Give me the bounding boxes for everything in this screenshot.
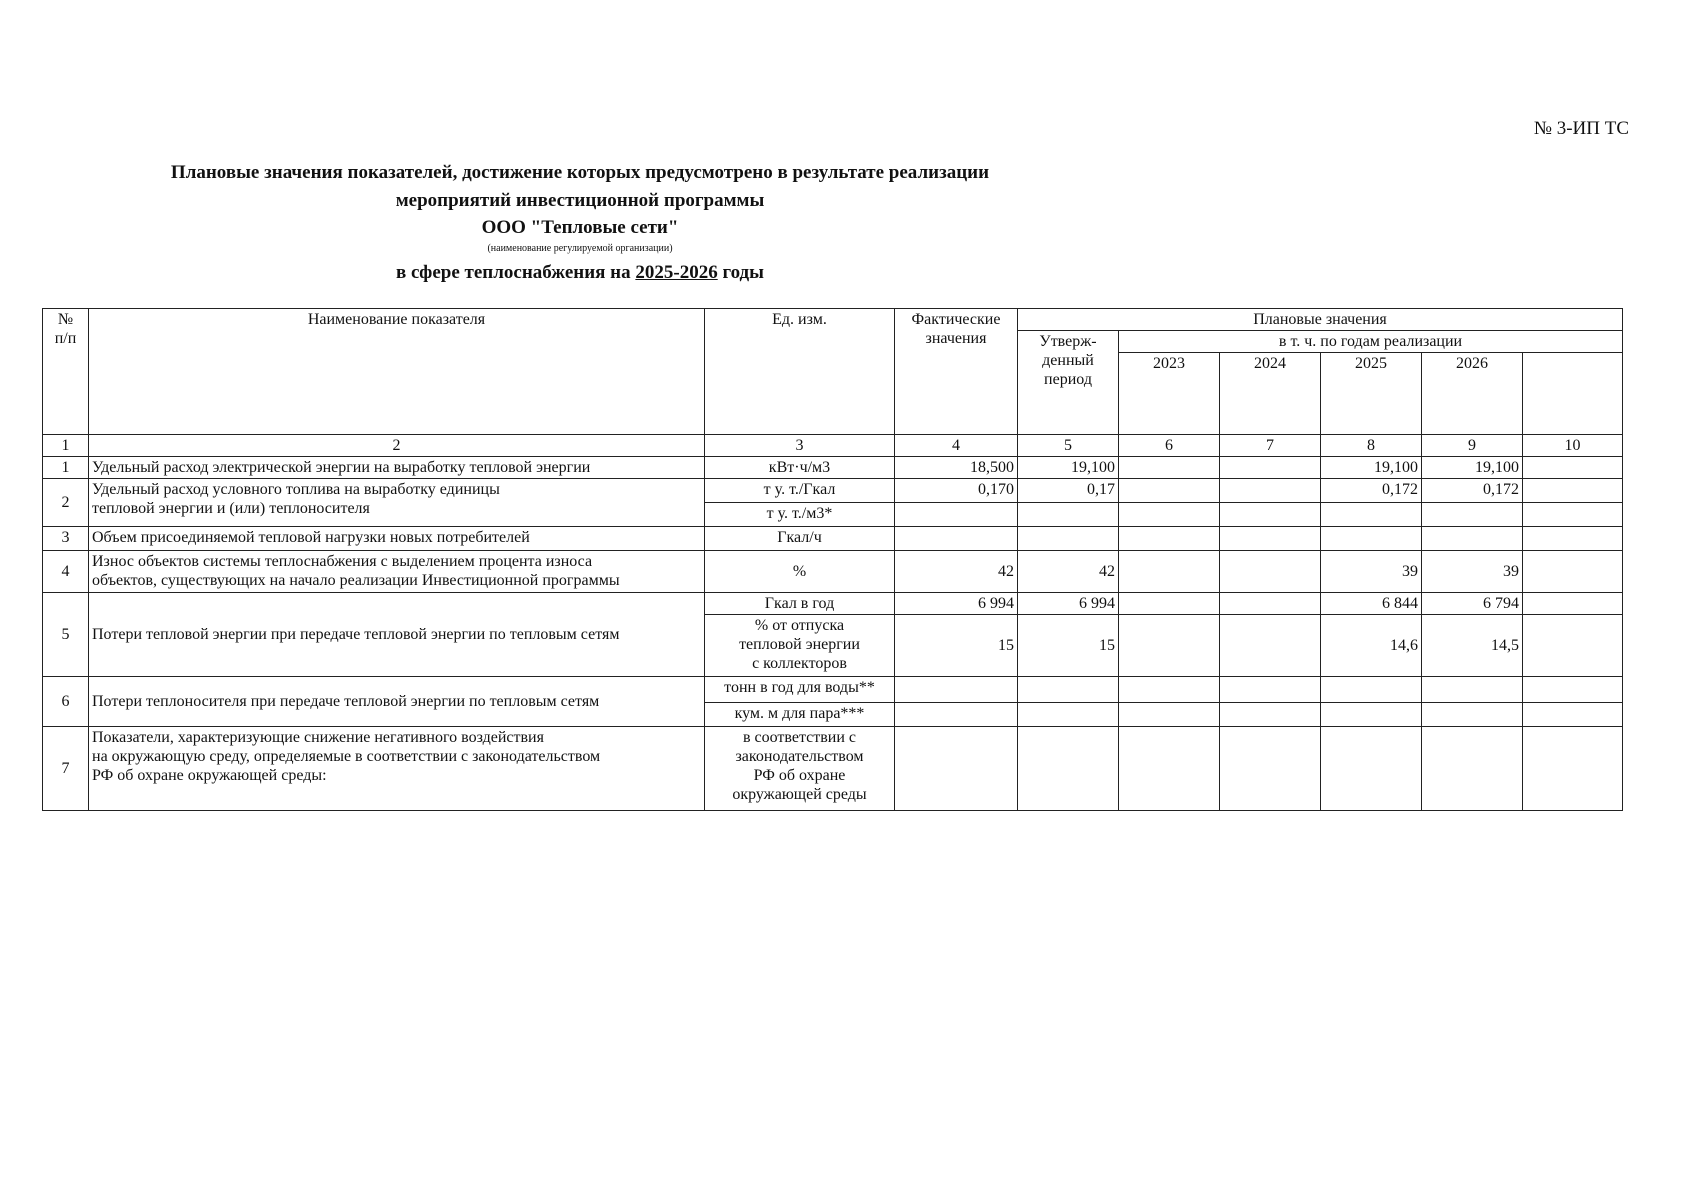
title-line-1: Плановые значения показателей, достижение которых предусмотрено в результате реализации	[170, 162, 990, 183]
indicators-table	[42, 308, 1623, 811]
empty-cell	[1321, 527, 1422, 551]
empty-cell	[1220, 677, 1321, 703]
header-year-2023: 2023	[1119, 353, 1220, 435]
row-name: Износ объектов системы теплоснабжения с выделением процента износа объектов, существующих на начало реализации Инвестиционной программы	[89, 551, 705, 593]
row-num: 4	[43, 551, 89, 593]
row-unit: кВт·ч/м3	[705, 457, 895, 479]
title-period: 2025-2026	[635, 262, 718, 283]
row-y2025: 19,100	[1321, 457, 1422, 479]
header-year-extra	[1523, 353, 1623, 435]
row-unit-b: кум. м для пара***	[705, 703, 895, 727]
empty-cell	[1321, 727, 1422, 811]
row-unit-a: т у. т./Гкал	[705, 479, 895, 503]
row-y2026-b: 14,5	[1422, 615, 1523, 677]
col-number: 3	[705, 435, 895, 457]
row-num: 6	[43, 677, 89, 727]
row-actual-b: 15	[895, 615, 1018, 677]
title-prefix: в сфере теплоснабжения на	[395, 262, 631, 283]
row-actual-a: 6 994	[895, 593, 1018, 615]
empty-cell	[1422, 503, 1523, 527]
empty-cell	[1220, 593, 1321, 615]
row-y2024	[1220, 457, 1321, 479]
row-y2023	[1119, 457, 1220, 479]
empty-cell	[1422, 527, 1523, 551]
row-num: 3	[43, 527, 89, 551]
row-name: Удельный расход электрической энергии на выработку тепловой энергии	[89, 457, 705, 479]
header-planned: Плановые значения	[1018, 309, 1623, 331]
empty-cell	[1220, 527, 1321, 551]
row-y2026: 39	[1422, 551, 1523, 593]
table-row	[43, 727, 1623, 811]
row-name: Удельный расход условного топлива на выработку единицы тепловой энергии и (или) теплоносителя	[89, 479, 705, 527]
empty-cell	[1523, 727, 1623, 811]
empty-cell	[1220, 615, 1321, 677]
row-unit: Гкал/ч	[705, 527, 895, 551]
table-row	[43, 677, 1623, 703]
row-approved: 0,17	[1018, 479, 1119, 503]
col-number: 7	[1220, 435, 1321, 457]
col-number: 4	[895, 435, 1018, 457]
row-y2023	[1119, 479, 1220, 503]
header-year-2025: 2025	[1321, 353, 1422, 435]
empty-cell	[1018, 703, 1119, 727]
col-number: 10	[1523, 435, 1623, 457]
empty-cell	[1321, 677, 1422, 703]
header-year-2026: 2026	[1422, 353, 1523, 435]
empty-cell	[1321, 703, 1422, 727]
empty-cell	[1119, 615, 1220, 677]
row-num: 2	[43, 479, 89, 527]
header-num: № п/п	[43, 309, 89, 435]
row-unit-a: Гкал в год	[705, 593, 895, 615]
empty-cell	[1321, 503, 1422, 527]
empty-cell	[1523, 677, 1623, 703]
header-actual: Фактические значения	[895, 309, 1018, 435]
empty-cell	[1119, 703, 1220, 727]
row-y2026-a: 6 794	[1422, 593, 1523, 615]
empty-cell	[895, 727, 1018, 811]
empty-cell	[895, 677, 1018, 703]
row-unit-b: т у. т./м3*	[705, 503, 895, 527]
row-name: Объем присоединяемой тепловой нагрузки новых потребителей	[89, 527, 705, 551]
empty-cell	[1220, 503, 1321, 527]
empty-cell	[1119, 503, 1220, 527]
empty-cell	[1523, 551, 1623, 593]
empty-cell	[1220, 551, 1321, 593]
empty-cell	[1422, 677, 1523, 703]
title-suffix: годы	[722, 262, 765, 283]
empty-cell	[1523, 703, 1623, 727]
organization-name: ООО "Тепловые сети"	[481, 217, 679, 238]
row-name: Потери теплоносителя при передаче тепловой энергии по тепловым сетям	[89, 677, 705, 727]
empty-cell	[895, 503, 1018, 527]
header-year-2024: 2024	[1220, 353, 1321, 435]
row-name: Потери тепловой энергии при передаче тепловой энергии по тепловым сетям	[89, 593, 705, 677]
row-y2026: 0,172	[1422, 479, 1523, 503]
col-number: 8	[1321, 435, 1422, 457]
row-y2025: 0,172	[1321, 479, 1422, 503]
col-number: 6	[1119, 435, 1220, 457]
col-number: 5	[1018, 435, 1119, 457]
row-unit: %	[705, 551, 895, 593]
row-unit-a: тонн в год для воды**	[705, 677, 895, 703]
row-y2025: 39	[1321, 551, 1422, 593]
col-number: 9	[1422, 435, 1523, 457]
row-num: 1	[43, 457, 89, 479]
form-number: № 3-ИП ТС	[1533, 118, 1629, 139]
row-num: 7	[43, 727, 89, 811]
title-line-4	[0, 262, 1160, 284]
empty-cell	[1422, 703, 1523, 727]
row-y2026: 19,100	[1422, 457, 1523, 479]
empty-cell	[1119, 727, 1220, 811]
row-actual: 18,500	[895, 457, 1018, 479]
empty-cell	[1220, 727, 1321, 811]
empty-cell	[1523, 615, 1623, 677]
row-approved-a: 6 994	[1018, 593, 1119, 615]
empty-cell	[1119, 527, 1220, 551]
row-unit-b: % от отпуска тепловой энергии с коллекторов	[705, 615, 895, 677]
row-approved: 19,100	[1018, 457, 1119, 479]
row-approved: 42	[1018, 551, 1119, 593]
empty-cell	[1018, 503, 1119, 527]
row-approved-b: 15	[1018, 615, 1119, 677]
empty-cell	[895, 527, 1018, 551]
row-y2024	[1220, 479, 1321, 503]
empty-cell	[1018, 727, 1119, 811]
empty-cell	[1422, 727, 1523, 811]
empty-cell	[1018, 527, 1119, 551]
row-unit: в соответствии с законодательством РФ об охране окружающей среды	[705, 727, 895, 811]
row-actual: 0,170	[895, 479, 1018, 503]
empty-cell	[1220, 703, 1321, 727]
empty-cell	[1523, 503, 1623, 527]
table-row	[43, 457, 1623, 479]
organization-note: (наименование регулируемой организации)	[487, 243, 673, 254]
header-by-years: в т. ч. по годам реализации	[1119, 331, 1623, 353]
row-num: 5	[43, 593, 89, 677]
row-y2025-b: 14,6	[1321, 615, 1422, 677]
header-approved: Утверж- денный период	[1018, 331, 1119, 435]
empty-cell	[1119, 677, 1220, 703]
col-number: 2	[89, 435, 705, 457]
row-extra	[1523, 457, 1623, 479]
empty-cell	[895, 703, 1018, 727]
empty-cell	[1119, 551, 1220, 593]
header-name: Наименование показателя	[89, 309, 705, 435]
empty-cell	[1523, 527, 1623, 551]
title-line-2: мероприятий инвестиционной программы	[395, 190, 765, 211]
row-actual: 42	[895, 551, 1018, 593]
empty-cell	[1018, 677, 1119, 703]
row-name: Показатели, характеризующие снижение негативного воздействия на окружающую среду, определяемые в соответствии с законодательством РФ об охране окружающей среды:	[89, 727, 705, 811]
table-row	[43, 479, 1623, 503]
table-row	[43, 551, 1623, 593]
table-row	[43, 593, 1623, 615]
header-unit: Ед. изм.	[705, 309, 895, 435]
empty-cell	[1119, 593, 1220, 615]
col-number: 1	[43, 435, 89, 457]
row-extra	[1523, 479, 1623, 503]
table-row	[43, 527, 1623, 551]
row-y2025-a: 6 844	[1321, 593, 1422, 615]
empty-cell	[1523, 593, 1623, 615]
